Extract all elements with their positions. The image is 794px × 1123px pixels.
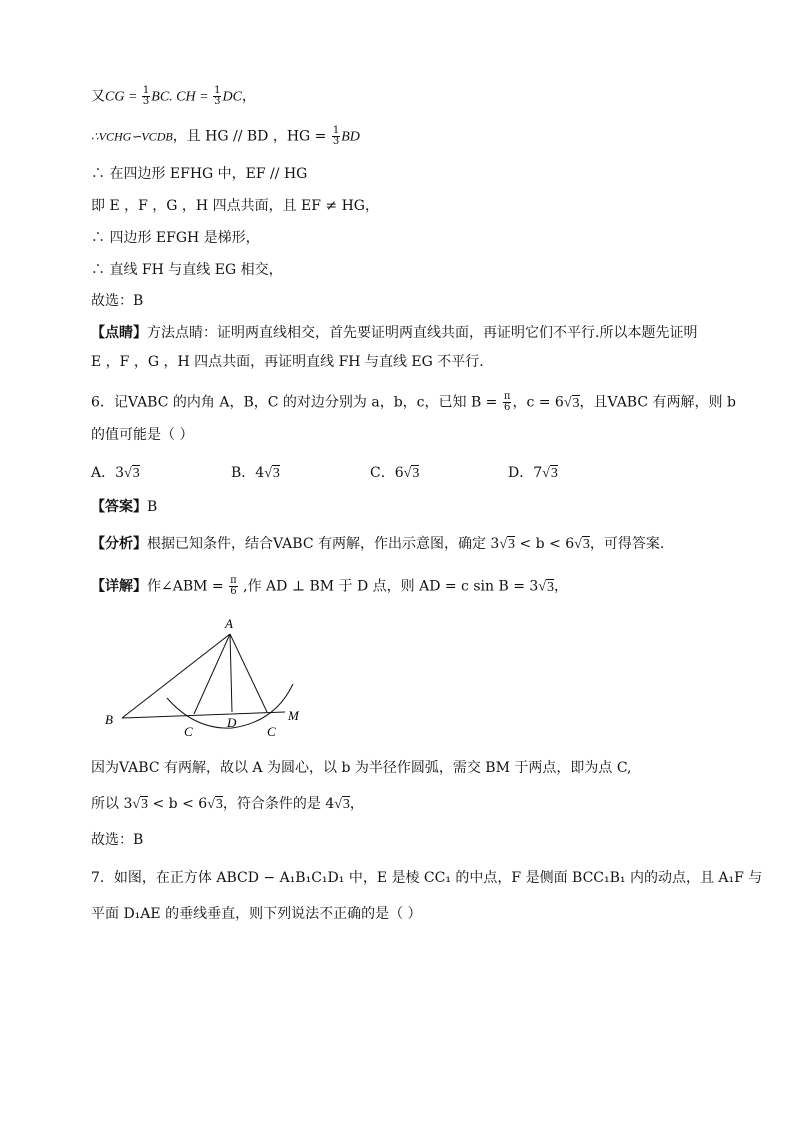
fraction: $\frac{1}{3}$: [214, 85, 221, 107]
dianjing-tag: 【点睛】: [91, 325, 147, 341]
fraction: $\frac{1}{3}$: [332, 125, 340, 147]
analysis-line: 【分析】根据已知条件，结合VABC 有两解，作出示意图，确定 3√3 < b < 6√3，可得答案.: [91, 536, 665, 552]
label-a: A: [225, 616, 233, 631]
fraction: $\frac{1}{3}$: [142, 85, 150, 107]
after-figure-1: 因为VABC 有两解，故以 A 为圆心，以 b 为半径作圆弧，需交 BM 于两点，即为点 C,: [91, 760, 632, 776]
option-c: C．6√3: [370, 465, 420, 481]
line-ba: [122, 634, 230, 718]
option-a: A．3√3: [91, 465, 140, 481]
line-5: ∴ 四边形 EFGH 是梯形，: [91, 230, 260, 246]
line-bm: [122, 712, 285, 718]
line-1: 又CG = $\frac{1}{3}$ BC. CH = $\frac{1}{3}$ DC，: [91, 85, 256, 107]
after-figure-2: 所以 3√3 < b < 6√3，符合条件的是 4√3，: [91, 796, 364, 812]
question-7-line-1: 7．如图，在正方体 ABCD − A₁B₁C₁D₁ 中，E 是棱 CC₁ 的中点，F 是侧面 BCC₁B₁ 内的动点，且 A₁F 与: [91, 870, 763, 886]
label-d: D: [227, 715, 237, 730]
line-7: 故选：B: [91, 293, 144, 309]
option-d: D．7√3: [508, 465, 558, 481]
line-ac2: [230, 634, 267, 712]
label-c2: C: [267, 724, 276, 739]
line-ad: [230, 634, 232, 712]
dianjing-line-2: E ，F ，G ，H 四点共面，再证明直线 FH 与直线 EG 不平行.: [91, 354, 484, 370]
triangle-figure: [95, 612, 315, 742]
detail-line: 【详解】作∠ABM = $\frac{\pi}{6}$ ,作 AD ⊥ BM 于 D 点，则 AD = c sin B = 3√3，: [91, 575, 568, 597]
question-6-line-1: 6．记VABC 的内角 A，B，C 的对边分别为 a，b，c，已知 B = $\frac{\pi}{6}$ ，c = 6√3，且VABC 有两解，则 b: [91, 391, 736, 413]
question-6-line-2: 的值可能是（ ）: [91, 427, 194, 443]
label-b: B: [105, 712, 113, 727]
line-4: 即 E ，F ，G ，H 四点共面，且 EF ≠ HG，: [91, 198, 379, 214]
fraction: $\frac{\pi}{6}$: [230, 575, 237, 597]
line-6: ∴ 直线 FH 与直线 EG 相交，: [91, 262, 283, 278]
dianjing-line: 【点睛】方法点睛：证明两直线相交，首先要证明两直线共面，再证明它们不平行.所以本题先证明: [91, 325, 698, 341]
answer-line: 【答案】B: [91, 499, 158, 515]
line-2: ∴VCHG∽VCDB，且 HG // BD ，HG = $\frac{1}{3}$ BD: [91, 125, 360, 147]
option-b: B．4√3: [231, 465, 280, 481]
after-figure-3: 故选：B: [91, 832, 144, 848]
label-m: M: [288, 708, 299, 723]
question-7-line-2: 平面 D₁AE 的垂线垂直，则下列说法不正确的是（ ）: [91, 906, 422, 922]
label-c1: C: [184, 724, 193, 739]
sqrt: √3: [563, 395, 580, 411]
line-ac1: [194, 634, 230, 714]
fraction: $\frac{\pi}{6}$: [503, 391, 511, 413]
line-3: ∴ 在四边形 EFHG 中，EF // HG: [91, 166, 308, 182]
